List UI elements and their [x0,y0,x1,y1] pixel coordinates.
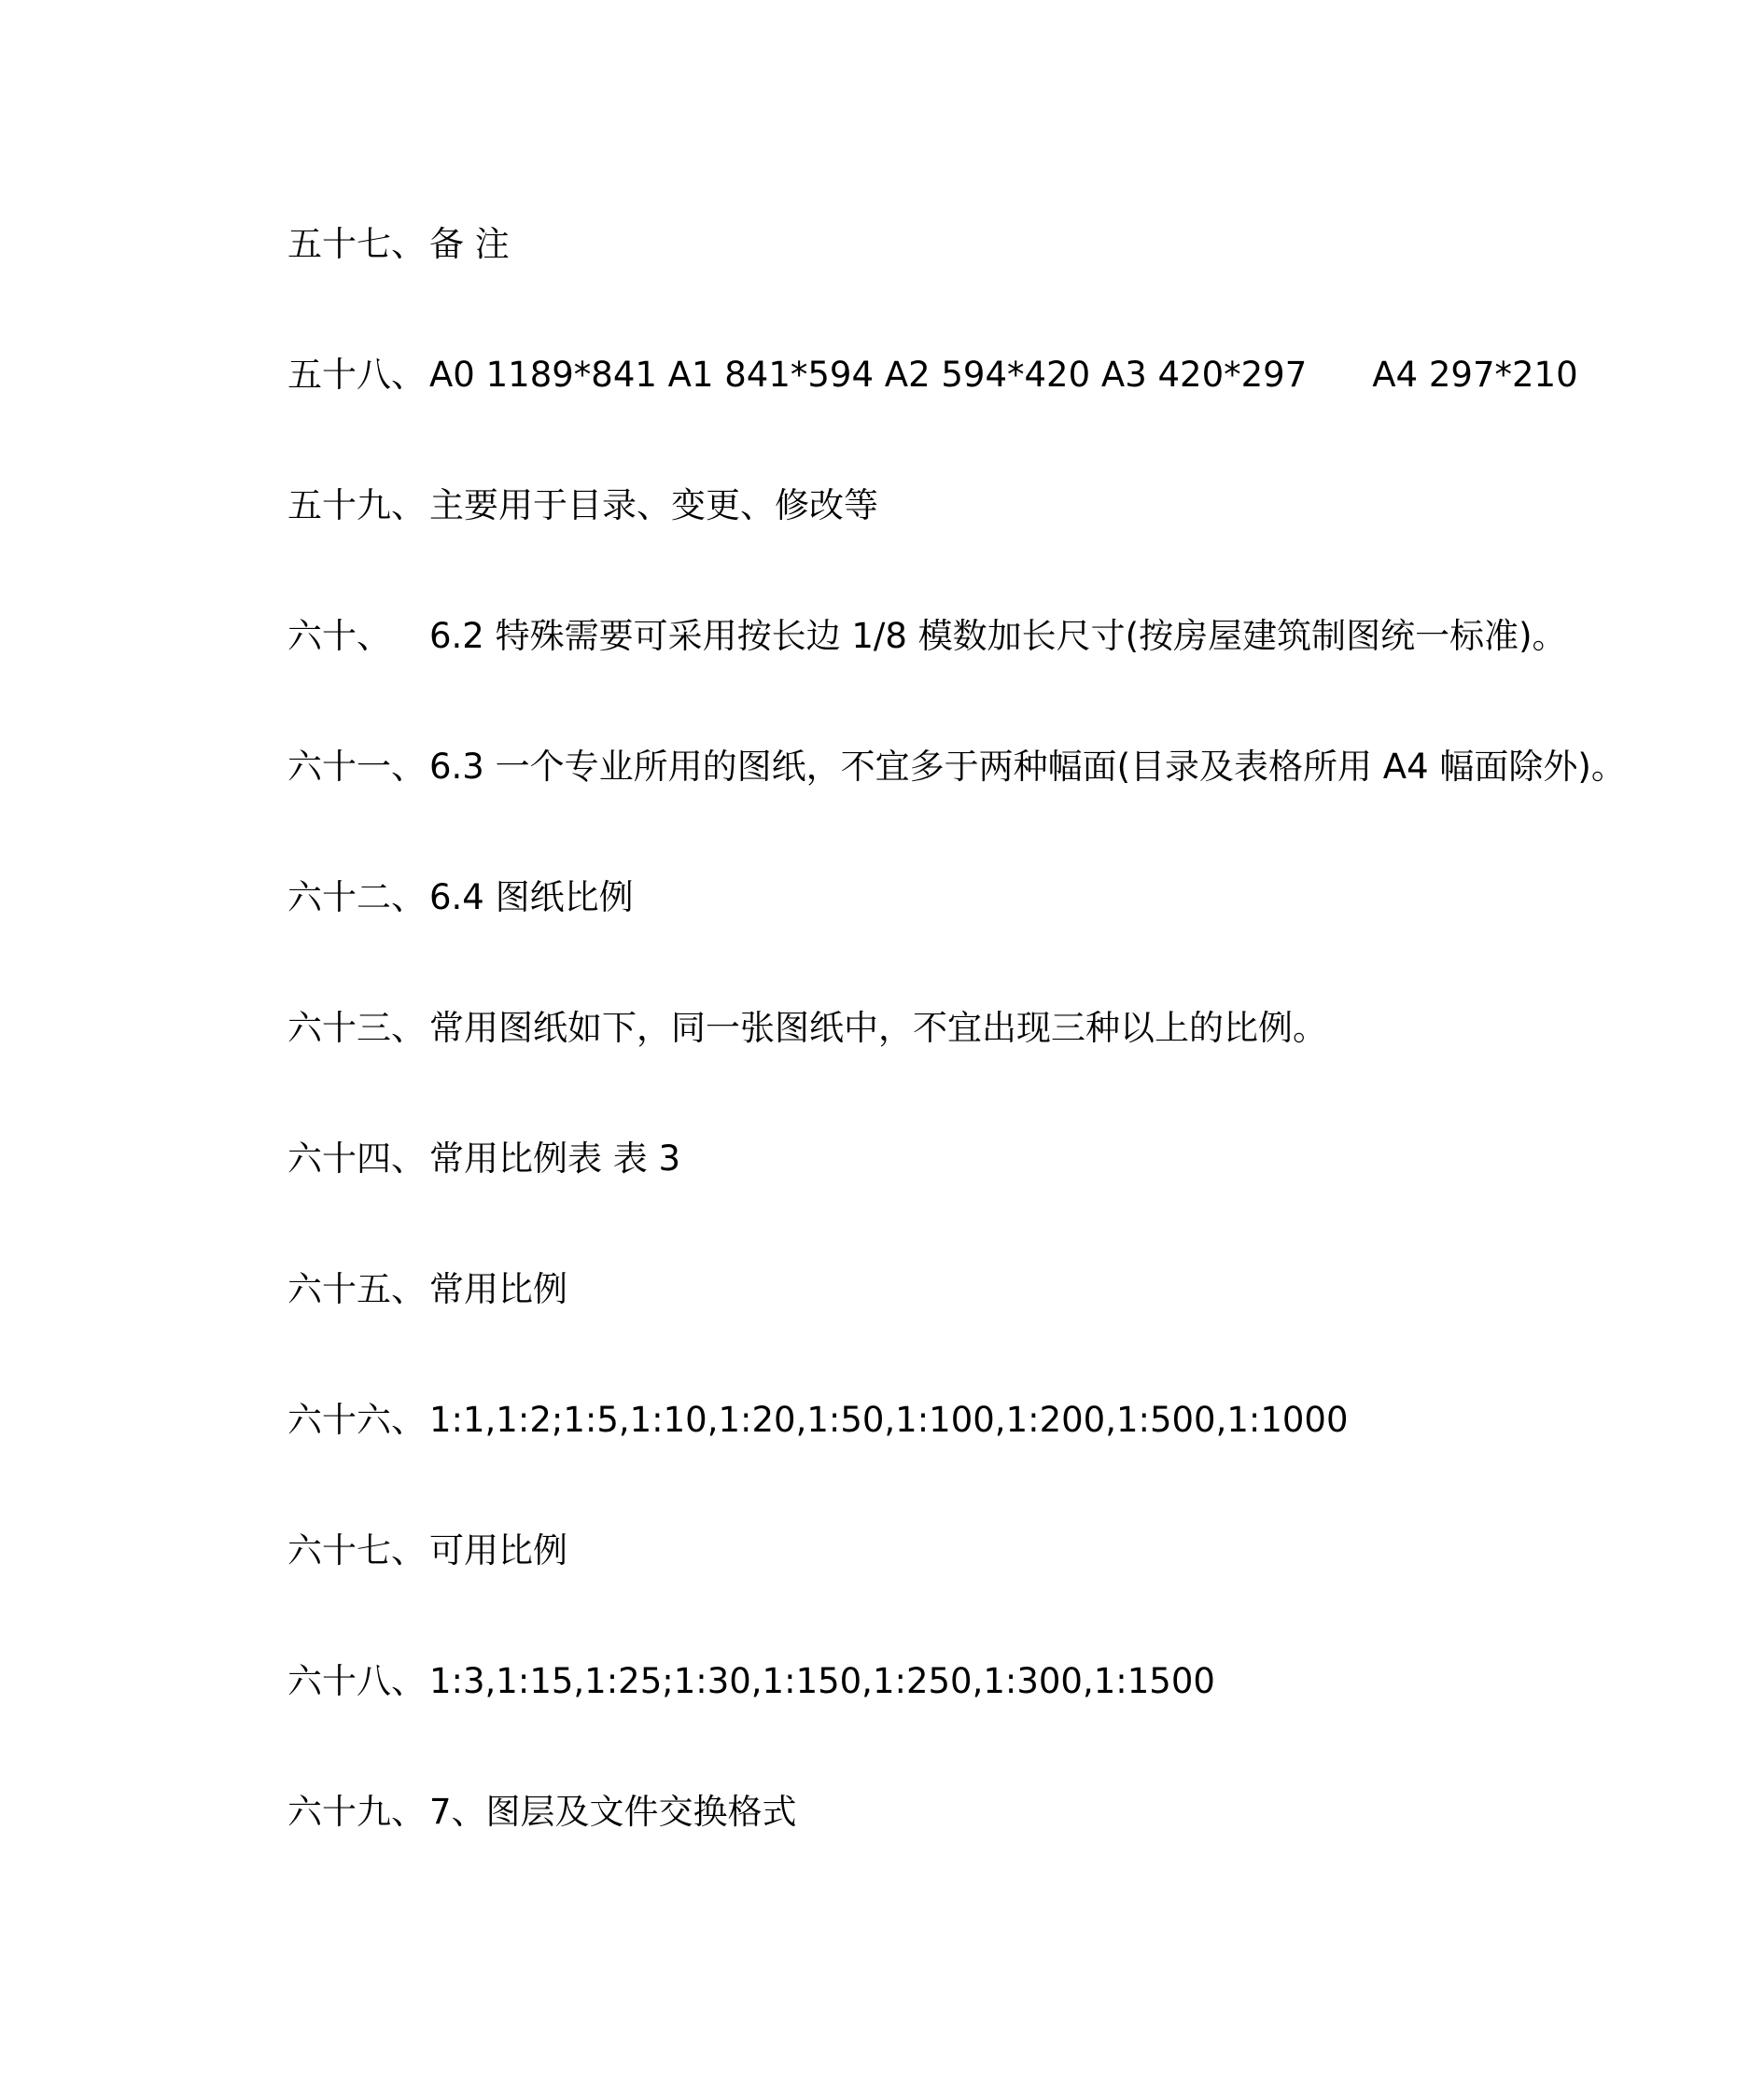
item-text-tail: A4 297*210 [1372,355,1578,395]
list-item [287,702,1641,832]
list-item [287,571,1641,702]
list-item [287,963,1641,1094]
list-item [287,1486,1641,1616]
item-text: 常用图纸如下，同一张图纸中，不宜出现三种以上的比例。 [429,1008,1327,1048]
item-number: 六十九、 [287,1792,426,1832]
item-text: 常用比例 [429,1269,567,1309]
item-number: 六十五、 [287,1269,426,1309]
item-text: 备 注 [429,224,510,264]
item-number: 六十一、 [287,747,426,787]
item-number: 五十九、 [287,485,426,525]
item-text: 6.2 特殊需要可采用按长边 1/8 模数加长尺寸(按房屋建筑制图统一标准)。 [429,616,1567,656]
item-text: 7、图层及文件交换格式 [429,1792,797,1832]
list-item [287,440,1641,571]
item-text: 6.4 图纸比例 [429,877,634,917]
item-text: 1:1,1:2;1:5,1:10,1:20,1:50,1:100,1:200,1:500,1:1000 [429,1400,1349,1440]
item-text: 常用比例表 表 3 [429,1138,681,1179]
item-text: A0 1189*841 A1 841*594 A2 594*420 A3 420*297 [429,355,1308,395]
item-number: 六十三、 [287,1008,426,1048]
list-item [287,1355,1641,1486]
item-number: 六十七、 [287,1530,426,1571]
item-text: 可用比例 [429,1530,567,1571]
item-number: 六十、 [287,616,391,656]
item-number: 六十六、 [287,1400,426,1440]
item-number: 五十七、 [287,224,426,264]
item-number: 六十二、 [287,877,426,917]
list-item [287,832,1641,963]
list-item [287,1094,1641,1224]
item-text: 6.3 一个专业所用的图纸，不宜多于两种幅面(目录及表格所用 A4 幅面除外)。 [429,747,1626,787]
list-item [287,310,1641,440]
numbered-list [287,179,1641,1878]
item-text: 主要用于目录、变更、修改等 [429,485,878,525]
list-item [287,1747,1641,1878]
item-text: 1:3,1:15,1:25;1:30,1:150,1:250,1:300,1:1500 [429,1661,1215,1701]
item-number: 五十八、 [287,355,426,395]
item-number: 六十四、 [287,1138,426,1179]
list-item [287,179,1641,310]
item-number: 六十八、 [287,1661,426,1701]
list-item [287,1224,1641,1355]
list-item [287,1616,1641,1747]
